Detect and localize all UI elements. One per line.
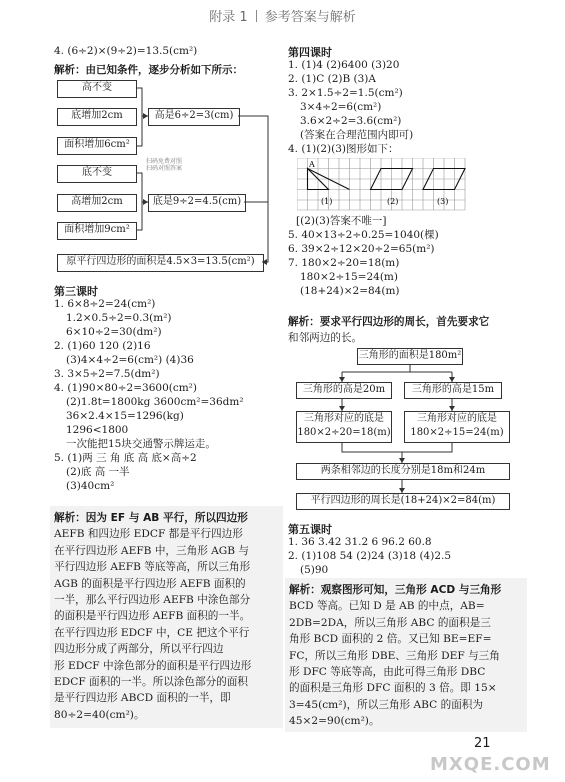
grid-label-1: (1) xyxy=(321,197,333,206)
flow-box-1: 底增加2cm xyxy=(57,108,137,126)
connector-right-1 xyxy=(238,116,268,262)
flow-box-3: 底不变 xyxy=(57,165,137,183)
lesson5-title: 第五课时 xyxy=(288,523,332,536)
grid-label-2: (2) xyxy=(387,197,399,206)
flow2-height-1: 三角形的高是20m xyxy=(296,382,392,399)
flow2-perimeter: 平行四边形的周长是(18+24)×2=84(m) xyxy=(296,493,510,510)
header-appendix: 附录 1 xyxy=(209,10,248,25)
flow2-top: 三角形的面积是180m² xyxy=(357,348,463,365)
lesson4b-answers: [(2)(3)答案不唯一] 5. 40×13÷2÷0.25=1040(棵) 6. 39×2÷12×20÷2=65(m²) 7. 180×2÷20=18(m) 180×2÷15=24(m) (18+24)×2=84(m) xyxy=(288,215,439,297)
lesson4-answers: 1. (1)4 (2)6400 (3)20 2. (1)C (2)B (3)A 3. 2×1.5÷2=1.5(cm²) 3×4÷2=6(cm²) 3.6×2÷2=3.6(cm²) (答案在合理范围内即可) 4. (1)(2)(3)图形如下： xyxy=(288,59,414,155)
connector-bracket-1 xyxy=(136,88,142,146)
page-number: 21 xyxy=(474,736,491,751)
connector-bracket-2 xyxy=(136,173,142,230)
arrowhead-1 xyxy=(143,113,148,119)
flow-box-0: 高不变 xyxy=(57,80,137,98)
grid-figure xyxy=(297,158,467,212)
analysis2-text: 解析：因为 EF 与 AB 平行，所以四边形 AEFB 和四边形 EDCF 都是平行四边形 在平行四边形 AEFB 中，三角形 AGB 与 平行四边形 AEFB 等底等高，所以三角形 AGB 的面积是平行四边形 AEFB 面积的 一半，那么平行四边形 AEFB 中涂色部分 的面积是平行四边形 AEFB 面积的一半。 在平行四边形 EDCF 中，CE 把这个平行 四边形分成了两部分，所以平行四边 形 EDCF 中涂色部分的面积是平行四边形 EDCF 面积的一半。所以涂色部分的面积 是平行四边形 ABCD 面积的一半，即 80÷2=40(cm²)。 xyxy=(54,512,252,721)
watermark: MXQE.COM xyxy=(430,754,551,775)
flow2-base-1: 三角形对应的底是 180×2÷20=18(m) xyxy=(296,411,392,443)
grid-label-a: A xyxy=(309,160,315,169)
flow-connectors xyxy=(0,0,300,300)
stamp-text: 扫码免费对照 扫码对照答案 xyxy=(146,158,183,172)
flow2-base-2: 三角形对应的底是 180×2÷15=24(m) xyxy=(404,411,510,443)
analysis4-text: 解析：观察图形可知，三角形 ACD 与三角形 BCD 等高。已知 D 是 AB 的中点，AB= 2DB=2DA，所以三角形 ABC 的面积是三 角形 BCD 面积的 2 倍。又已知 BE=EF= FC，所以三角形 DBE、三角形 DEF 与三角 形 DFC 等底等高，由此可得三角形 DBC 的面积是三角形 DFC 面积的 3 倍。即 15× 3=45(cm²)，所以三角形 ABC 的面积为 45×2=90(cm²)。 xyxy=(289,584,502,728)
flow-calc-height: 高是6÷2=3(cm) xyxy=(148,108,240,126)
lesson3-answers: 1. 6×8÷2=24(cm²) 1.2×0.5÷2=0.3(m²) 6×10÷2=30(dm²) 2. (1)60 120 (2)16 (3)4×4÷2=6(cm²) (4)36 3. 3×5÷2=7.5(dm²) 4. (1)90×80÷2=3600(cm²) (2)1.8t=1800kg 3600cm²=36dm² 36×2.4×15=1296(kg) 1296<1800 一次能把15块交通警示牌运走。 5. (1)两 三 角 底 高 底×高÷2 (2)底 高 一半 (3)40cm² xyxy=(54,298,244,492)
flow-box-4: 高增加2cm xyxy=(57,194,137,212)
lesson4-title: 第四课时 xyxy=(288,46,332,59)
arrowhead-3 xyxy=(262,259,267,265)
header-title: 参考答案与解析 xyxy=(264,10,356,25)
flow2-height-2: 三角形的高是15m xyxy=(404,382,502,399)
lesson5-answers: 1. 36 3.42 31.2 6 96.2 60.8 2. (1)108 54 (2)24 (3)18 (4)2.5 (5)90 xyxy=(288,536,452,576)
flow-box-2: 面积增加6cm² xyxy=(57,137,137,155)
analysis3-text: 解析：要求平行四边形的周长，首先要求它 和邻两边的长。 xyxy=(288,316,490,345)
left-analysis1: 解析：由已知条件，逐步分析如下所示： xyxy=(54,64,243,76)
arrowhead-2 xyxy=(143,199,148,205)
left-q4: 4. (6÷2)×(9÷2)=13.5(cm²) xyxy=(54,45,198,57)
grid-label-3: (3) xyxy=(437,197,449,206)
flow2-sides: 两条相邻边的长度分别是18m和24m xyxy=(296,463,510,480)
flow-calc-base: 底是9÷2=4.5(cm) xyxy=(148,194,246,212)
lesson3-title: 第三课时 xyxy=(54,285,98,298)
flow-result: 原平行四边形的面积是4.5×3=13.5(cm²) xyxy=(57,254,264,272)
flow-box-5: 面积增加9cm² xyxy=(57,222,137,240)
flow2-connectors xyxy=(280,340,520,500)
